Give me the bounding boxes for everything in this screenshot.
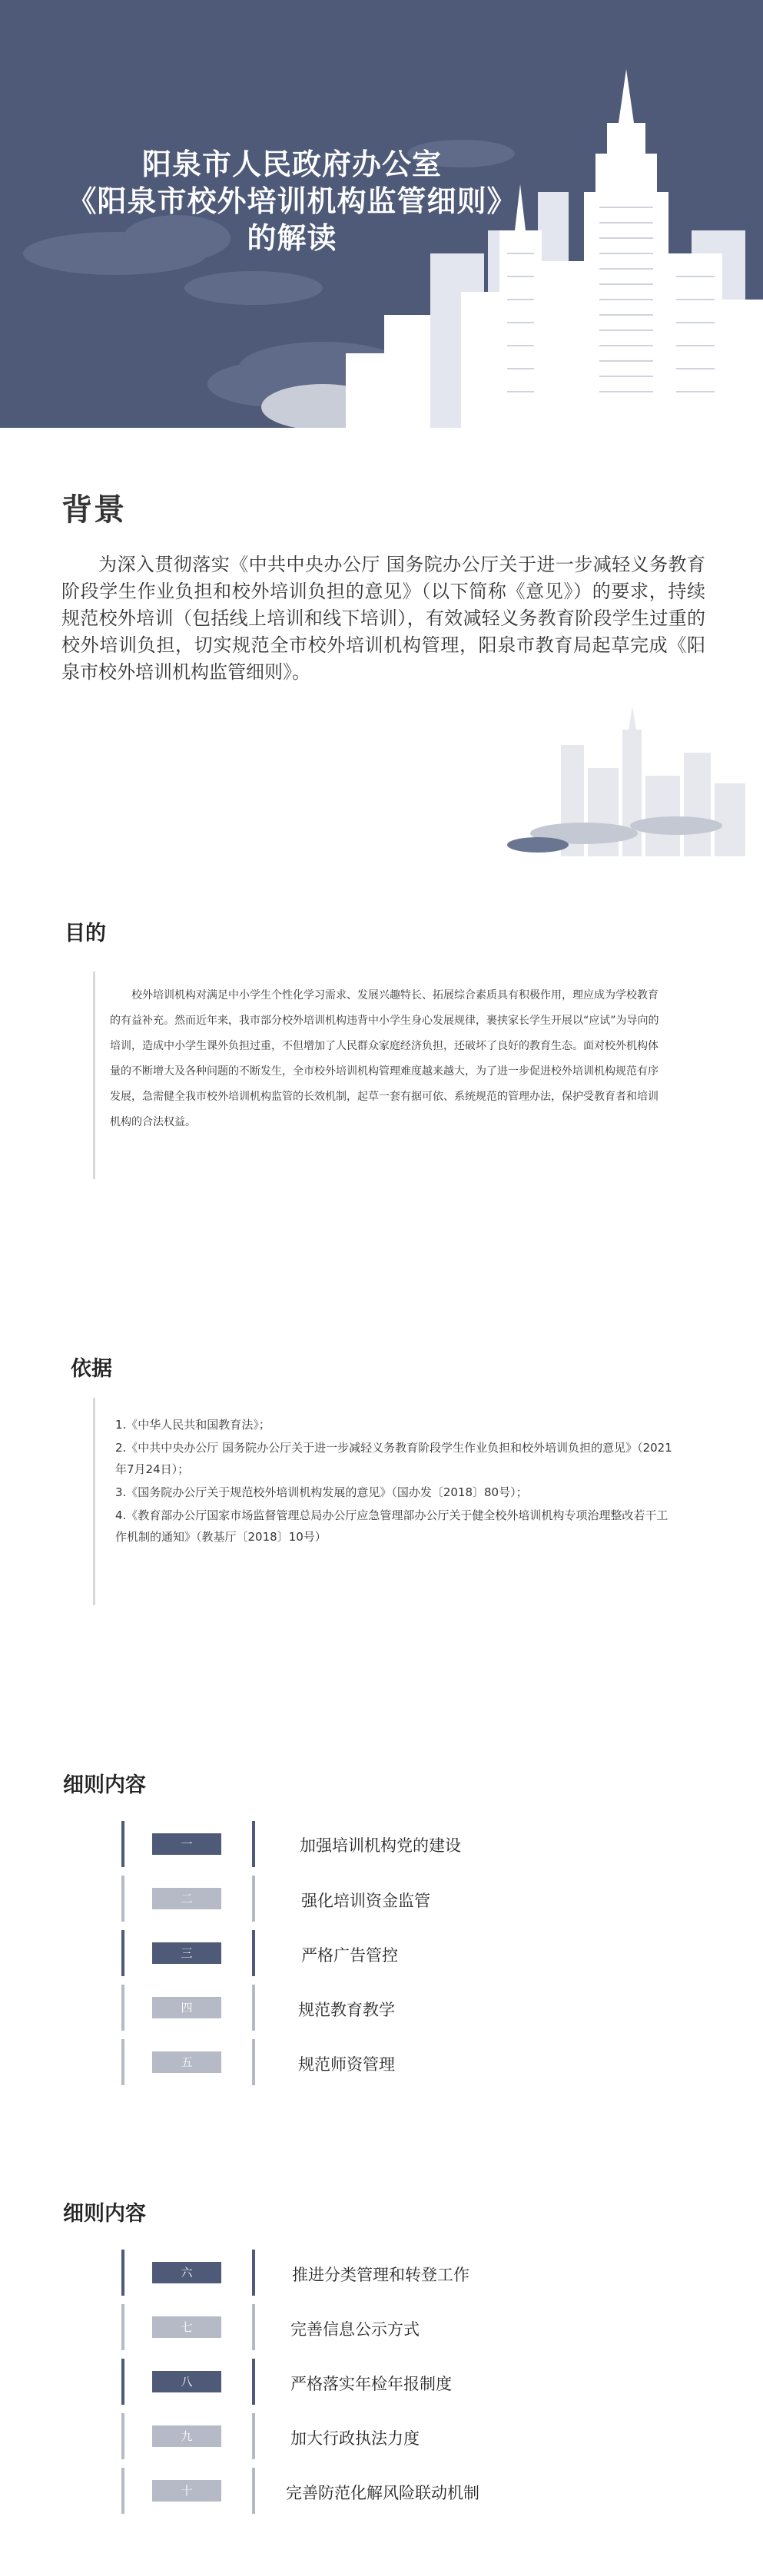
detail-item-3 [121, 1930, 255, 1976]
detail-item-2 [121, 1876, 255, 1922]
detail-number: 一 [152, 1833, 221, 1855]
title-line-3: 的解读 [247, 221, 337, 255]
basis-item: 4.《教育部办公厅国家市场监督管理总局办公厅应急管理部办公厅关于健全校外培训机构专项治理整改若干工作机制的通知》（教基厅〔2018〕10号） [115, 1508, 668, 1544]
basis-side-bar [93, 1398, 95, 1605]
purpose-heading: 目的 [65, 922, 106, 945]
detail-number: 五 [152, 2051, 221, 2073]
detail-item-7 [121, 2304, 255, 2350]
detail-label: 完善防范化解风险联动机制 [286, 2484, 479, 2502]
detail-number: 三 [152, 1942, 221, 1964]
detail-number: 十 [152, 2480, 221, 2502]
detail-item-5 [121, 2039, 255, 2085]
detail-label: 规范师资管理 [298, 2055, 395, 2074]
detail-number: 七 [152, 2316, 221, 2338]
detail-item-6 [121, 2250, 255, 2296]
title-line-2: 《阳泉市校外培训机构监管细则》 [67, 184, 517, 218]
basis-item: 1.《中华人民共和国教育法》； [115, 1418, 270, 1432]
detail-label: 推进分类管理和转登工作 [292, 2266, 469, 2284]
details-heading-1: 细则内容 [63, 1773, 146, 1797]
detail-label: 严格落实年检年报制度 [290, 2375, 452, 2393]
hero-banner [0, 0, 763, 428]
small-city-illustration [492, 699, 763, 856]
detail-number: 二 [152, 1888, 221, 1909]
detail-label: 规范教育教学 [298, 2001, 395, 2019]
detail-item-1 [121, 1821, 255, 1867]
detail-label: 加强培训机构党的建设 [300, 1836, 461, 1855]
background-text: 为深入贯彻落实《中共中央办公厅 国务院办公厅关于进一步减轻义务教育阶段学生作业负担和校外培训负担的意见》（以下简称《意见》）的要求，持续规范校外培训（包括线上培训和线下培训），有效减轻义务教育阶段学生过重的校外培训负担，切实规范全市校外培训机构管理，阳泉市教育局起草完成《阳泉市校外培训机构监管细则》。 [61, 554, 705, 683]
details-heading-2: 细则内容 [63, 2202, 146, 2226]
purpose-text: 校外培训机构对满足中小学生个性化学习需求、发展兴趣特长、拓展综合素质具有积极作用，理应成为学校教育的有益补充。然而近年来，我市部分校外培训机构违背中小学生身心发展规律，裹挟家长学生开展以“应试”为导向的培训，造成中小学生课外负担过重，不但增加了人民群众家庭经济负担，还破坏了良好的教育生态。面对校外机构体量的不断增大及各种问题的不断发生，全市校外培训机构管理难度越来越大，为了进一步促进校外培训机构规范有序发展，急需健全我市校外培训机构监管的长效机制，起草一套有据可依、系统规范的管理办法，保护受教育者和培训机构的合法权益。 [110, 989, 659, 1128]
basis-item: 2.《中共中央办公厅 国务院办公厅关于进一步减轻义务教育阶段学生作业负担和校外培训负担的意见》（2021年7月24日）； [115, 1441, 672, 1476]
detail-number: 九 [152, 2425, 221, 2447]
basis-item: 3.《国务院办公厅关于规范校外培训机构发展的意见》（国办发〔2018〕80号）； [115, 1485, 528, 1499]
purpose-side-bar [93, 972, 95, 1179]
detail-label: 严格广告管控 [301, 1946, 398, 1965]
detail-number: 四 [152, 1997, 221, 2018]
basis-list [115, 1414, 676, 1549]
detail-item-8 [121, 2359, 255, 2405]
detail-item-4 [121, 1985, 255, 2031]
detail-number: 八 [152, 2371, 221, 2392]
detail-label: 完善信息公示方式 [290, 2320, 420, 2339]
detail-item-10 [121, 2468, 255, 2514]
detail-item-9 [121, 2413, 255, 2459]
detail-label: 加大行政执法力度 [290, 2429, 420, 2448]
background-heading: 背景 [61, 492, 126, 528]
page-title [0, 146, 584, 257]
detail-label: 强化培训资金监管 [301, 1892, 430, 1910]
basis-heading: 依据 [71, 1357, 112, 1381]
title-line-1: 阳泉市人民政府办公室 [141, 147, 442, 181]
detail-number: 六 [152, 2262, 221, 2283]
